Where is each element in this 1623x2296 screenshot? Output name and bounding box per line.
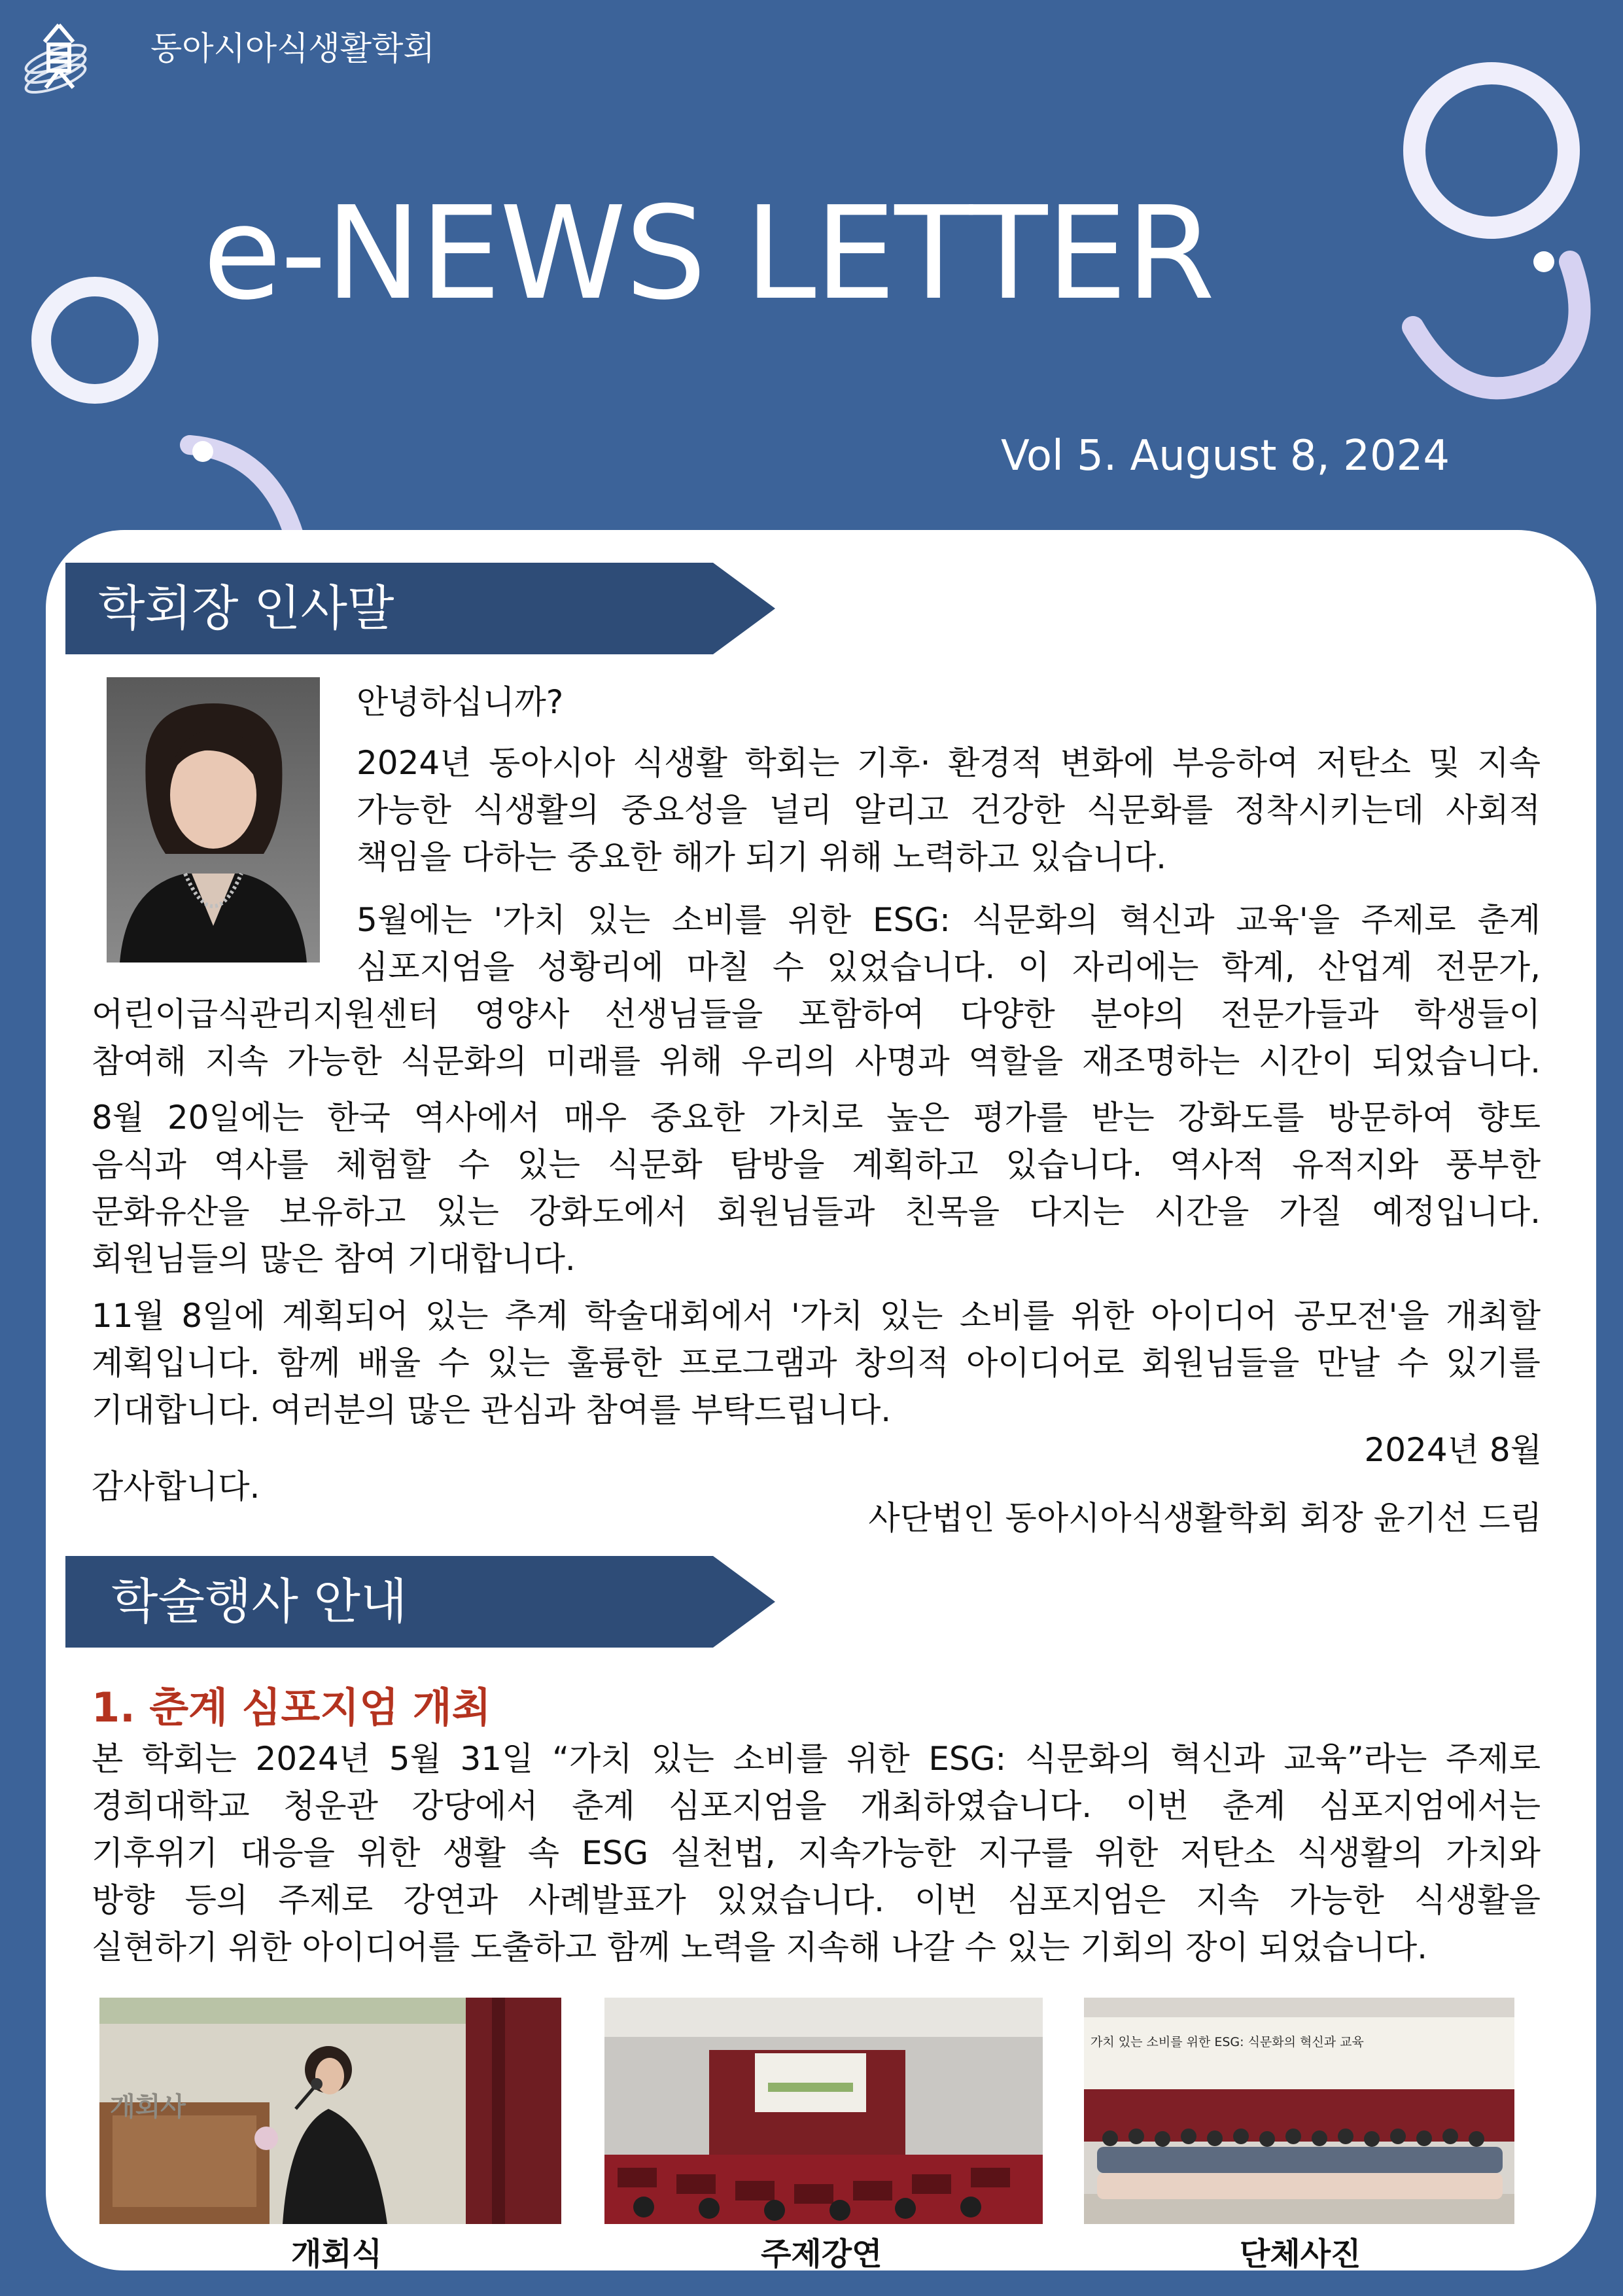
greeting-p4-line2: 계획입니다. 함께 배울 수 있는 훌륭한 프로그램과 창의적 아이디어로 회원님들을 만날 수 있기를 bbox=[92, 1344, 1541, 1382]
greeting-p2-line2: 심포지엄을 성황리에 마칠 수 있었습니다. 이 자리에는 학계, 산업계 전문가, bbox=[357, 948, 1541, 986]
section-title-events: 학술행사 안내 bbox=[111, 1574, 408, 1630]
president-portrait bbox=[107, 677, 320, 963]
greeting-p1-line3: 책임을 다하는 중요한 해가 되기 위해 노력하고 있습니다. bbox=[357, 838, 1167, 876]
greeting-p3-line1: 8월 20일에는 한국 역사에서 매우 중요한 가치로 높은 평가를 받는 강화도를 방문하여 향토 bbox=[92, 1099, 1541, 1137]
event-body-line1: 본 학회는 2024년 5월 31일 “가치 있는 소비를 위한 ESG: 식문화의 혁신과 교육”라는 주제로 bbox=[92, 1740, 1541, 1778]
caption-keynote: 주제강연 bbox=[761, 2236, 882, 2272]
greeting-p4-line1: 11월 8일에 계획되어 있는 추계 학술대회에서 '가치 있는 소비를 위한 아이디어 공모전'을 개최할 bbox=[92, 1297, 1541, 1335]
greeting-p1-line1: 2024년 동아시아 식생활 학회는 기후· 환경적 변화에 부응하여 저탄소 및 지속 bbox=[357, 744, 1541, 782]
photo-keynote-lecture bbox=[604, 1998, 1043, 2224]
caption-group: 단체사진 bbox=[1240, 2236, 1361, 2272]
opening-sign-text: 개회사 bbox=[110, 2092, 186, 2122]
greeting-p2-line4: 참여해 지속 가능한 식문화의 미래를 위해 우리의 사명과 역할을 재조명하는 시간이 되었습니다. bbox=[92, 1042, 1541, 1080]
event-body-line3: 기후위기 대응을 위한 생활 속 ESG 실천법, 지속가능한 지구를 위한 저탄소 식생활의 가치와 bbox=[92, 1834, 1541, 1872]
event-body-line5: 실현하기 위한 아이디어를 도출하고 함께 노력을 지속해 나갈 수 있는 기회의 장이 되었습니다. bbox=[92, 1928, 1428, 1966]
newsletter-title: e-NEWS LETTER bbox=[203, 179, 1214, 328]
decorative-arc-right bbox=[1387, 222, 1603, 419]
greeting-p1-line2: 가능한 식생활의 중요성을 널리 알리고 건강한 식문화를 정착시키는데 사회적 bbox=[357, 791, 1541, 829]
letter-date: 2024년 8월 bbox=[1364, 1431, 1542, 1469]
greeting-p3-line4: 회원님들의 많은 참여 기대합니다. bbox=[92, 1240, 576, 1278]
event-item-title: 1. 춘계 심포지엄 개최 bbox=[92, 1684, 491, 1731]
volume-date: Vol 5. August 8, 2024 bbox=[1001, 432, 1450, 480]
section-title-greeting: 학회장 인사말 bbox=[98, 580, 394, 637]
photo-group bbox=[1084, 1998, 1514, 2224]
event-body-line2: 경희대학교 청운관 강당에서 춘계 심포지엄을 개최하였습니다. 이번 춘계 심포지엄에서는 bbox=[92, 1787, 1541, 1825]
salutation: 안녕하십니까? bbox=[357, 683, 564, 721]
org-name: 동아시아식생활학회 bbox=[150, 29, 435, 67]
org-header bbox=[20, 20, 98, 98]
group-banner-text: 가치 있는 소비를 위한 ESG: 식문화의 혁신과 교육 bbox=[1091, 2035, 1364, 2049]
event-body-line4: 방향 등의 주제로 강연과 사례발표가 있었습니다. 이번 심포지엄은 지속 가능한 식생활을 bbox=[92, 1881, 1541, 1919]
greeting-p4-line3: 기대합니다. 여러분의 많은 관심과 참여를 부탁드립니다. bbox=[92, 1391, 892, 1429]
society-logo bbox=[20, 20, 98, 98]
signature: 사단법인 동아시아식생활학회 회장 윤기선 드림 bbox=[868, 1499, 1542, 1537]
closing: 감사합니다. bbox=[92, 1468, 260, 1506]
greeting-p2-line1: 5월에는 '가치 있는 소비를 위한 ESG: 식문화의 혁신과 교육'을 주제로 춘계 bbox=[357, 901, 1541, 939]
caption-opening: 개회식 bbox=[291, 2236, 383, 2272]
greeting-p2-line3: 어린이급식관리지원센터 영양사 선생님들을 포함하여 다양한 분야의 전문가들과 학생들이 bbox=[92, 995, 1541, 1033]
greeting-p3-line3: 문화유산을 보유하고 있는 강화도에서 회원님들과 친목을 다지는 시간을 가질 예정입니다. bbox=[92, 1193, 1541, 1231]
decorative-ring-left bbox=[26, 255, 170, 425]
greeting-p3-line2: 음식과 역사를 체험할 수 있는 식문화 탐방을 계획하고 있습니다. 역사적 유적지와 풍부한 bbox=[92, 1146, 1541, 1184]
